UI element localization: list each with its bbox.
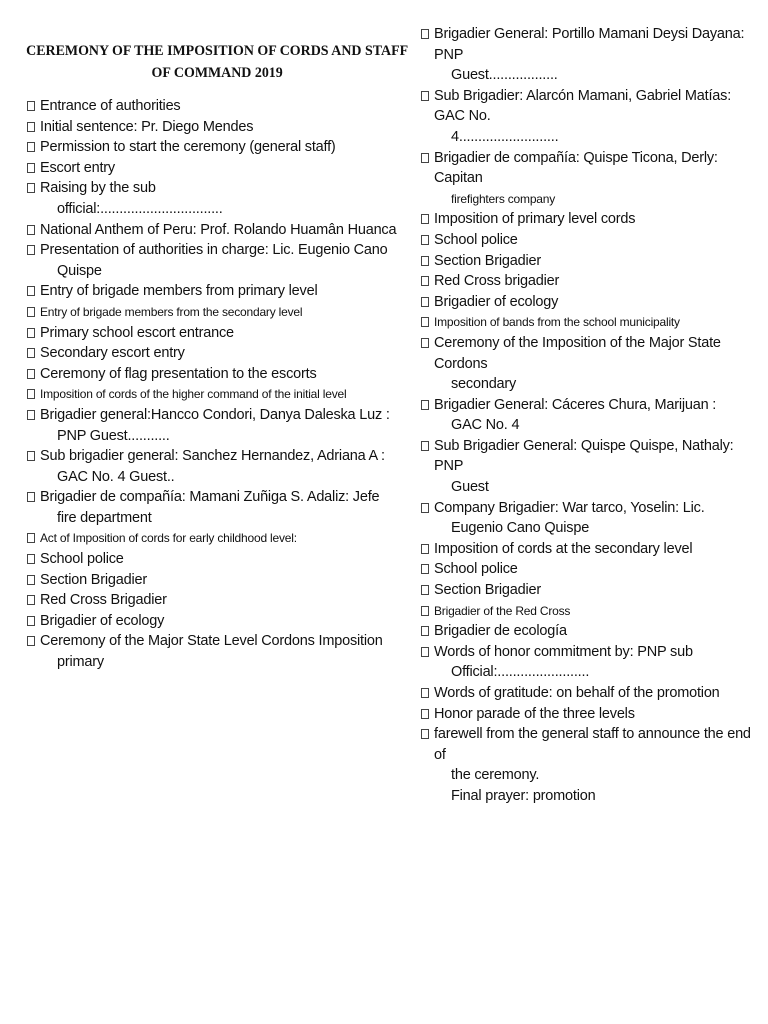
program-item-text (40, 240, 405, 281)
checkbox-bullet-icon (421, 235, 429, 245)
program-item-text (434, 24, 763, 86)
program-item (421, 271, 763, 292)
program-item (27, 220, 405, 241)
checkbox-bullet-icon (27, 183, 35, 193)
program-item-continuation: primary (57, 654, 104, 671)
program-item (421, 333, 763, 395)
program-item-continuation: 4.......................... (451, 128, 559, 145)
checkbox-bullet-icon (421, 626, 429, 636)
checkbox-bullet-icon (27, 389, 35, 399)
program-item-continuation: GAC No. 4 (451, 417, 520, 434)
program-item-line: Red Cross Brigadier (40, 592, 167, 609)
program-item-line: Sub brigadier general: Sanchez Hernandez, Adriana A : (40, 448, 385, 465)
program-item-line: Company Brigadier: War tarco, Yoselin: Lic. (434, 499, 705, 516)
program-item (421, 601, 763, 622)
program-item (27, 137, 405, 158)
program-item-line: Brigadier General: Portillo Mamani Deysi Dayana: PNP (434, 26, 745, 63)
program-item-text (40, 364, 405, 385)
checkbox-bullet-icon (421, 214, 429, 224)
program-item-continuation: GAC No. 4 Guest.. (57, 468, 175, 485)
program-item-text (40, 384, 405, 405)
program-item-line: School police (40, 551, 124, 568)
program-item-line: Raising by the sub (40, 180, 156, 197)
program-item-text (40, 302, 405, 323)
program-item (421, 251, 763, 272)
program-item-continuation: firefighters company (451, 191, 556, 206)
program-item-line: Entry of brigade members from primary level (40, 283, 318, 300)
checkbox-bullet-icon (421, 647, 429, 657)
program-item (421, 704, 763, 725)
checkbox-bullet-icon (27, 616, 35, 626)
program-item-text (434, 271, 763, 292)
program-item-text (40, 96, 405, 117)
program-item-continuation: PNP Guest........... (57, 427, 170, 444)
program-item-line: Sub Brigadier: Alarcón Mamani, Gabriel Matías: GAC No. (434, 87, 732, 125)
checkbox-bullet-icon (27, 348, 35, 358)
program-item-text (40, 281, 405, 302)
checkbox-bullet-icon (27, 575, 35, 585)
program-item (421, 24, 763, 86)
program-item-line: Brigadier of ecology (434, 293, 559, 310)
program-item-text (434, 580, 763, 601)
program-item-line: Brigadier general:Hancco Condori, Danya Daleska Luz : (40, 406, 390, 423)
program-item (27, 281, 405, 302)
program-item-text (40, 158, 405, 179)
program-item-line: National Anthem of Peru: Prof. Rolando Huamân Huanca (40, 221, 397, 238)
program-item-line: Brigadier de compañía: Mamani Zuñiga S. Adaliz: Jefe (40, 489, 380, 506)
title-line-1: CEREMONY OF THE IMPOSITION OF CORDS AND STAFF (26, 43, 409, 59)
program-item-line: Section Brigadier (434, 252, 542, 269)
program-item (27, 611, 405, 632)
program-item-text (434, 724, 763, 806)
program-item-text (40, 323, 405, 344)
program-item-continuation: Eugenio Cano Quispe (451, 520, 590, 537)
program-item-text (434, 86, 763, 148)
checkbox-bullet-icon (421, 400, 429, 410)
program-item-line: Permission to start the ceremony (general staff) (40, 139, 336, 156)
program-item (27, 384, 405, 405)
program-item (27, 364, 405, 385)
program-item-continuation: secondary (451, 376, 517, 393)
program-item-line: Secondary escort entry (40, 345, 185, 362)
program-item-text (434, 333, 763, 395)
checkbox-bullet-icon (421, 338, 429, 348)
program-item-text (40, 137, 405, 158)
program-item-text (40, 117, 405, 138)
program-item-text (434, 704, 763, 725)
program-item-continuation: Official:........................ (451, 664, 590, 681)
checkbox-bullet-icon (421, 503, 429, 513)
program-item-text (434, 312, 763, 333)
program-item (27, 631, 405, 672)
checkbox-bullet-icon (27, 101, 35, 111)
checkbox-bullet-icon (421, 29, 429, 39)
checkbox-bullet-icon (27, 328, 35, 338)
program-item-line: Initial sentence: Pr. Diego Mendes (40, 118, 254, 135)
checkbox-bullet-icon (421, 709, 429, 719)
program-item (27, 590, 405, 611)
program-item (421, 724, 763, 806)
program-item-line: Imposition of bands from the school municipality (434, 315, 680, 330)
program-item-text (40, 178, 405, 219)
checkbox-bullet-icon (27, 636, 35, 646)
program-item (421, 436, 763, 498)
program-item-text (40, 405, 405, 446)
checkbox-bullet-icon (421, 729, 429, 739)
program-item (27, 528, 405, 549)
program-item-line: School police (434, 231, 518, 248)
program-item-text (434, 436, 763, 498)
program-item-line: School police (434, 561, 518, 578)
program-item-text (434, 230, 763, 251)
checkbox-bullet-icon (27, 595, 35, 605)
program-item (27, 343, 405, 364)
program-item-text (40, 528, 405, 549)
checkbox-bullet-icon (27, 122, 35, 132)
checkbox-bullet-icon (27, 245, 35, 255)
program-item-line: Imposition of primary level cords (434, 211, 636, 228)
program-item-line: Ceremony of the Imposition of the Major State Cordons (434, 334, 721, 372)
program-item-continuation: fire department (57, 509, 152, 526)
program-item (421, 230, 763, 251)
program-item-text (434, 395, 763, 436)
checkbox-bullet-icon (27, 554, 35, 564)
checkbox-bullet-icon (421, 153, 429, 163)
program-item-text (434, 642, 763, 683)
program-item-continuation: Guest (451, 479, 489, 496)
checkbox-bullet-icon (421, 276, 429, 286)
program-item-text (434, 601, 763, 622)
document-title (20, 40, 414, 84)
program-item-line: Sub Brigadier General: Quispe Quispe, Nathaly: PNP (434, 437, 734, 475)
checkbox-bullet-icon (421, 544, 429, 554)
program-item-text (40, 343, 405, 364)
program-item-text (434, 209, 763, 230)
program-item-line: Brigadier of ecology (40, 612, 165, 629)
checkbox-bullet-icon (27, 369, 35, 379)
program-item-text (40, 549, 405, 570)
program-item-text (40, 590, 405, 611)
program-item (421, 395, 763, 436)
program-item-text (40, 631, 405, 672)
checkbox-bullet-icon (421, 688, 429, 698)
program-item (421, 498, 763, 539)
program-item (421, 312, 763, 333)
program-item (421, 292, 763, 313)
program-item (27, 302, 405, 323)
program-item (27, 178, 405, 219)
program-item-line: Imposition of cords of the higher command of the initial level (40, 387, 347, 402)
program-item-line: farewell from the general staff to announce the end of (434, 726, 751, 763)
program-item (27, 96, 405, 117)
checkbox-bullet-icon (27, 225, 35, 235)
program-item (421, 621, 763, 642)
program-item-text (40, 446, 405, 487)
program-item (421, 209, 763, 230)
program-item-text (434, 251, 763, 272)
checkbox-bullet-icon (27, 410, 35, 420)
program-item-line: Ceremony of the Major State Level Cordons Imposition (40, 633, 383, 650)
program-item-line: Section Brigadier (40, 571, 148, 588)
program-item-line: Entrance of authorities (40, 98, 181, 114)
program-item-line: Brigadier of the Red Cross (434, 603, 571, 618)
program-item (27, 446, 405, 487)
program-item-line: Brigadier de ecología (434, 623, 567, 640)
checkbox-bullet-icon (27, 451, 35, 461)
program-item-continuation: Guest.................. (451, 67, 558, 84)
program-item-line: Words of gratitude: on behalf of the promotion (434, 685, 720, 701)
program-item-line: Brigadier General: Cáceres Chura, Marijuan : (434, 396, 717, 413)
checkbox-bullet-icon (421, 585, 429, 595)
checkbox-bullet-icon (421, 256, 429, 266)
program-item-line: Words of honor commitment by: PNP sub (434, 643, 693, 660)
program-item (421, 642, 763, 683)
program-item-text (434, 683, 763, 704)
checkbox-bullet-icon (27, 142, 35, 152)
program-item-continuation: official:................................ (57, 200, 223, 217)
program-item (27, 158, 405, 179)
program-item (27, 240, 405, 281)
checkbox-bullet-icon (27, 492, 35, 502)
program-item-line: Brigadier de compañía: Quispe Ticona, Derly: Capitan (434, 149, 718, 187)
program-item-continuation: Quispe (57, 262, 102, 279)
program-item-text (434, 148, 763, 210)
program-item (27, 549, 405, 570)
checkbox-bullet-icon (27, 286, 35, 296)
program-item (421, 683, 763, 704)
program-item-text (434, 292, 763, 313)
checkbox-bullet-icon (421, 606, 429, 616)
program-item-line: Primary school escort entrance (40, 324, 234, 341)
program-item-line: Ceremony of flag presentation to the escorts (40, 365, 317, 382)
program-item-line: Escort entry (40, 159, 115, 176)
program-item-text (434, 559, 763, 580)
program-item (421, 148, 763, 210)
program-item-text (434, 498, 763, 539)
program-item-text (40, 487, 405, 528)
program-item (27, 487, 405, 528)
program-item (27, 117, 405, 138)
program-item-line: Imposition of cords at the secondary level (434, 540, 693, 557)
title-line-2: OF COMMAND 2019 (151, 65, 283, 81)
program-item (27, 570, 405, 591)
checkbox-bullet-icon (421, 91, 429, 101)
program-item (421, 580, 763, 601)
program-item-text (40, 570, 405, 591)
program-item-continuation: Final prayer: promotion (451, 787, 596, 804)
checkbox-bullet-icon (27, 533, 35, 543)
program-item-line: Honor parade of the three levels (434, 705, 635, 722)
program-list-left (27, 96, 405, 673)
checkbox-bullet-icon (421, 441, 429, 451)
checkbox-bullet-icon (421, 297, 429, 307)
program-item-text (434, 539, 763, 560)
program-item-line: Section Brigadier (434, 582, 542, 599)
program-item (27, 405, 405, 446)
checkbox-bullet-icon (27, 163, 35, 173)
program-item-line: Entry of brigade members from the secondary level (40, 304, 303, 319)
checkbox-bullet-icon (421, 317, 429, 327)
program-item (421, 539, 763, 560)
program-item-line: Red Cross brigadier (434, 273, 560, 290)
program-item-line: Act of Imposition of cords for early childhood level: (40, 531, 297, 546)
program-item (421, 86, 763, 148)
program-item (421, 559, 763, 580)
checkbox-bullet-icon (421, 564, 429, 574)
program-item-text (40, 220, 405, 241)
program-item-text (434, 621, 763, 642)
program-item-continuation: the ceremony. (451, 767, 540, 784)
program-item-line: Presentation of authorities in charge: Lic. Eugenio Cano (40, 242, 388, 259)
checkbox-bullet-icon (27, 307, 35, 317)
program-list-right (421, 24, 763, 807)
program-item (27, 323, 405, 344)
program-item-text (40, 611, 405, 632)
